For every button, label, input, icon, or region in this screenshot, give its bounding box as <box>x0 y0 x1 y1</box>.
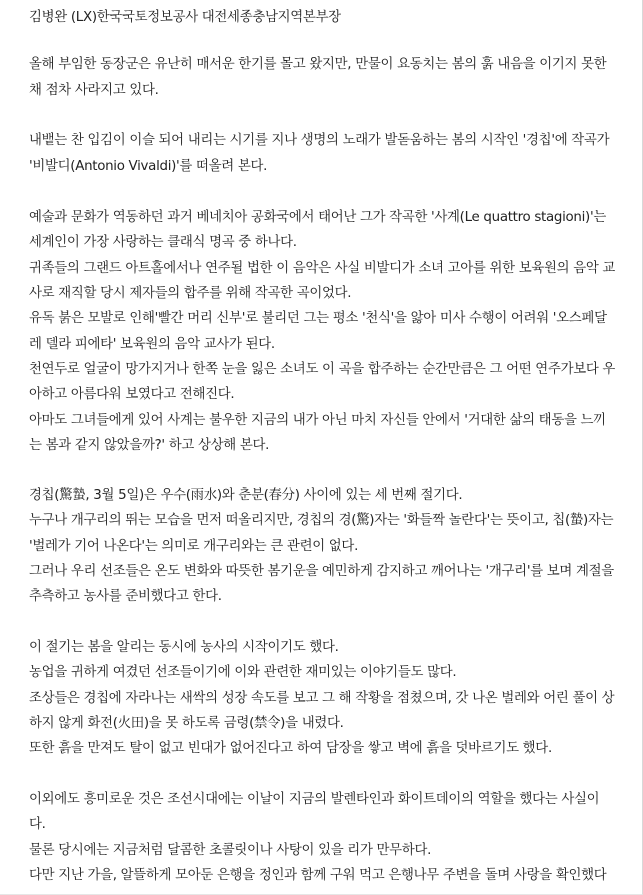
paragraph-3-line-4: 사로 재직할 당시 제자들의 합주를 위해 작곡한 곡이었다. <box>29 286 352 301</box>
paragraph-4-line-1: 경칩(驚蟄, 3월 5일)은 우수(雨水)와 춘분(春分) 사이에 있는 세 번째 절기다. <box>29 488 463 503</box>
paragraph-3-line-2: 세계인이 가장 사랑하는 클래식 명곡 중 하나다. <box>29 235 297 250</box>
paragraph-1-line-1: 올해 부임한 동장군은 유난히 매서운 한기를 몰고 왔지만, 만물이 요동치는 봄의 훍 내음을 이기지 못한 <box>29 57 607 72</box>
paragraph-3-line-10: 는 봄과 같지 않았을까?' 하고 상상해 본다. <box>29 438 270 453</box>
paragraph-3-line-1: 예술과 문화가 역동하던 과거 베네치아 공화국에서 태어난 그가 작곡한 '사계(Le quattro stagioni)'는 <box>29 210 606 225</box>
paragraph-1-line-2: 채 점차 사라지고 있다. <box>29 83 159 98</box>
paragraph-5-line-2: 농업을 귀하게 여겼던 선조들이기에 이와 관련한 재미있는 이야기들도 많다. <box>29 665 457 680</box>
paragraph-4-line-4: 그러나 우리 선조들은 온도 변화와 따뜻한 봄기운을 예민하게 감지하고 깨어나는 '개구리'를 보며 계절을 <box>29 564 614 579</box>
paragraph-4-line-2: 누구나 개구리의 뛰는 모습을 먼저 떠올리지만, 경칩의 경(驚)자는 '화들짝 놀란다'는 뜻이고, 칩(蟄)자는 <box>29 513 614 528</box>
paragraph-6-line-3: 물론 당시에는 지금처럼 달콤한 초콜릿이나 사탕이 있을 리가 만무하다. <box>29 843 432 858</box>
paragraph-4-line-5: 추측하고 농사를 준비했다고 한다. <box>29 589 222 604</box>
paragraph-5-line-4: 하지 않게 화전(火田)을 못 하도록 금령(禁令)을 내렸다. <box>29 716 344 731</box>
paragraph-2-line-1: 내뱉는 찬 입김이 이슬 되어 내리는 시기를 지나 생명의 노래가 발돋움하는 봄의 시작인 '경칩'에 작곡가 <box>29 133 610 148</box>
paragraph-3-line-9: 아마도 그녀들에게 있어 사계는 불우한 지금의 내가 아닌 마치 자신들 안에서 '거대한 삶의 태동을 느끼 <box>29 413 606 428</box>
paragraph-3-line-5: 유독 붉은 모발로 인해'빨간 머리 신부'로 불리던 그는 평소 '천식'을 앓아 미사 수행이 어려워 '오스페달 <box>29 311 607 326</box>
paragraph-5-line-5: 또한 흙을 만져도 탈이 없고 빈대가 없어진다고 하여 담장을 쌓고 벽에 흙을 덧바르기도 했다. <box>29 741 552 756</box>
paragraph-2-line-2: '비발디(Antonio Vivaldi)'를 떠올려 본다. <box>29 159 268 174</box>
paragraph-6-line-1: 이외에도 흥미로운 것은 조선시대에는 이날이 지금의 발렌타인과 화이트데이의 역할을 했다는 사실이 <box>29 792 600 807</box>
paragraph-3-line-3: 귀족들의 그랜드 아트홀에서나 연주될 법한 이 음악은 사실 비발디가 소녀 고아를 위한 보육원의 음악 교 <box>29 261 616 276</box>
byline: 김병완 (LX)한국국토정보공사 대전세종충남지역본부장 <box>29 10 341 25</box>
paragraph-3-line-8: 아하고 아름다워 보였다고 전해진다. <box>29 387 235 402</box>
paragraph-5-line-3: 조상들은 경칩에 자라나는 새싹의 성장 속도를 보고 그 해 작황을 점쳤으며, 갓 나온 벌레와 어린 풀이 상 <box>29 691 615 706</box>
paragraph-6-line-4: 다만 지난 가을, 알뜰하게 모아둔 은행을 정인과 함께 구워 먹고 은행나무 주변을 돌며 사랑을 확인했다 <box>29 868 607 883</box>
paragraph-3-line-7: 천연두로 얼굴이 망가지거나 한쪽 눈을 잃은 소녀도 이 곡을 합주하는 순간만큼은 그 어떤 연주가보다 우 <box>29 362 616 377</box>
paragraph-5-line-1: 이 절기는 봄을 알리는 동시에 농사의 시작이기도 했다. <box>29 640 339 655</box>
paragraph-6-line-2: 다. <box>29 817 46 832</box>
paragraph-4-line-3: '벌레가 기어 나온다'는 의미로 개구리와는 큰 관련이 없다. <box>29 539 359 554</box>
paragraph-3-line-6: 레 델라 피에타' 보육원의 음악 교사가 된다. <box>29 337 275 352</box>
